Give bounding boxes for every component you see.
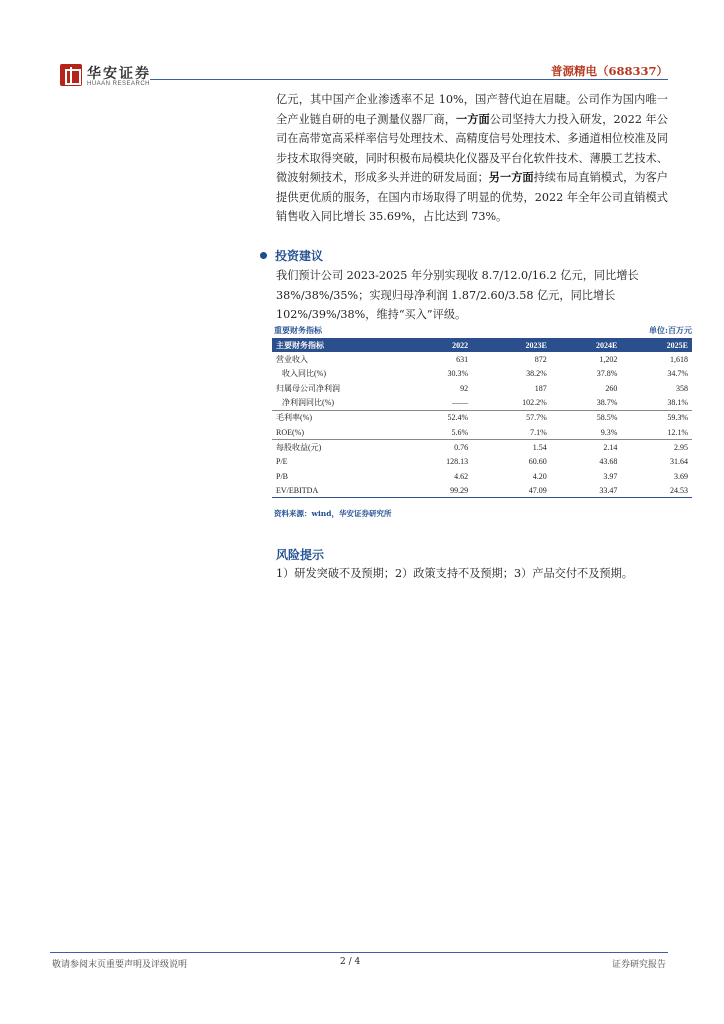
table-cell: 43.68 — [599, 456, 618, 466]
row-label: EV/EBITDA — [272, 483, 400, 498]
row-label: 归属母公司净利润 — [276, 383, 340, 393]
table-unit: 单位:百万元 — [649, 325, 692, 335]
table-cell: 2.14 — [551, 440, 622, 455]
table-row — [272, 352, 692, 367]
table-cell: 0.76 — [400, 440, 472, 455]
table-cell: 99.29 — [400, 483, 472, 498]
table-row — [272, 440, 692, 455]
logo-mark-icon — [60, 64, 82, 86]
footer-divider — [50, 952, 668, 953]
table-header-row — [272, 338, 692, 352]
table-cell: 260 — [605, 383, 618, 393]
table-row — [272, 381, 692, 396]
table-cell: 4.20 — [532, 471, 547, 481]
table-row — [272, 410, 692, 425]
table-cell: 3.97 — [603, 471, 618, 481]
logo-text: 华安证券 — [87, 66, 151, 82]
company-logo — [60, 62, 160, 92]
table-cell: 631 — [456, 354, 469, 364]
table-cell: 2.95 — [621, 440, 692, 455]
analysis-paragraph — [276, 90, 668, 227]
table-row — [272, 425, 692, 440]
table-cell: 92 — [460, 383, 469, 393]
table-cell: 7.1% — [530, 427, 547, 437]
table-cell: 38.7% — [596, 398, 618, 408]
table-cell: 102.2% — [522, 398, 547, 408]
table-cell: 52.4% — [400, 410, 472, 425]
table-cell: 57.7% — [472, 410, 551, 425]
table-row — [272, 396, 692, 411]
bullet-icon — [260, 252, 267, 259]
table-row — [272, 469, 692, 484]
table-cell: 34.7% — [667, 369, 688, 379]
table-cell: 1.54 — [472, 440, 551, 455]
row-label: 每股收益(元) — [272, 440, 400, 455]
row-label: 净利润同比(%) — [282, 398, 334, 408]
footer-label: 证券研究报告 — [611, 960, 666, 970]
paragraph-text: 亿元，其中国产企业渗透率不足 10%，国产替代迫在眉睫。公司作为国内唯一全产业链自研的电子测量仪器厂商， — [276, 93, 668, 126]
row-label: 营业收入 — [276, 354, 308, 364]
column-header: 主要财务指标 — [272, 338, 400, 352]
table-title: 重要财务指标 — [274, 325, 322, 335]
section-heading-risk: 风险提示 — [276, 548, 325, 562]
row-label: P/B — [276, 471, 289, 481]
table-cell: 4.62 — [454, 471, 469, 481]
column-header: 2024E — [551, 338, 622, 352]
report-title: 普源精电（688337） — [550, 64, 668, 78]
row-label: P/E — [276, 456, 288, 466]
emphasis-text: 一方面 — [455, 111, 490, 126]
table-cell: 60.60 — [528, 456, 547, 466]
section-heading-invest — [260, 247, 323, 264]
paragraph-text: 持续布局直销模式，为客户提供更优质的服务，在国内市场取得了明显的优势，2022 年全年公司直销模式销售收入同比增长 35.69%，占比达到 73%。 — [276, 171, 668, 223]
table-cell: 38.1% — [667, 398, 688, 408]
table-source: 资料来源：wind，华安证券研究所 — [274, 509, 392, 518]
table-cell: 128.13 — [446, 456, 469, 466]
paragraph-text: 公司坚持大力投入研发，2022 年公司在高带宽高采样率信号处理技术、高精度信号处理技术、多通道相位校准及同步技术取得突破，同时积极布局模块化仪器及平台化软件技术、薄膜工艺技术、微波射频技术，形成多头并进的研发局面； — [276, 112, 668, 184]
row-label: ROE(%) — [276, 427, 304, 437]
table-cell: 187 — [534, 383, 547, 393]
table-cell: 59.3% — [621, 410, 692, 425]
row-label: 收入同比(%) — [282, 369, 326, 379]
table-cell: —— — [452, 398, 469, 408]
table-cell: 33.47 — [551, 483, 622, 498]
table-cell: 47.09 — [472, 483, 551, 498]
page-number: 2 / 4 — [340, 957, 361, 967]
risk-text: 1）研发突破不及预期；2）政策支持不及预期；3）产品交付不及预期。 — [276, 567, 633, 580]
table-cell: 1,618 — [670, 354, 688, 364]
column-header: 2025E — [621, 338, 692, 352]
table-cell: 30.3% — [447, 369, 469, 379]
table-cell: 37.8% — [596, 369, 618, 379]
section-heading-text: 投资建议 — [275, 249, 324, 263]
table-row — [272, 483, 692, 498]
column-header: 2022 — [400, 338, 472, 352]
table-cell: 1,202 — [599, 354, 618, 364]
table-caption — [274, 325, 692, 336]
table-cell: 38.2% — [526, 369, 547, 379]
table-cell: 12.1% — [667, 427, 688, 437]
emphasis-text: 另一方面 — [488, 170, 534, 184]
table-row — [272, 367, 692, 382]
table-row — [272, 454, 692, 469]
column-header: 2023E — [472, 338, 551, 352]
invest-paragraph: 我们预计公司 2023-2025 年分别实现收 8.7/12.0/16.2 亿元，同比增长 38%/38%/35%；实现归母净利润 1.87/2.60/3.58 亿元，同比增长 102%/39%/38%，维持“买入”评级。 — [276, 269, 639, 321]
header-divider — [150, 79, 668, 80]
financial-table — [272, 338, 692, 498]
table-cell: 5.6% — [451, 427, 469, 437]
table-cell: 24.53 — [621, 483, 692, 498]
table-cell: 9.3% — [600, 427, 618, 437]
footer-disclaimer: 敬请参阅末页重要声明及评级说明 — [52, 960, 188, 970]
table-cell: 358 — [676, 383, 688, 393]
table-cell: 872 — [534, 354, 547, 364]
row-label: 毛利率(%) — [272, 410, 400, 425]
logo-subtext: HUAAN RESEARCH — [87, 81, 151, 87]
table-cell: 3.69 — [674, 471, 688, 481]
table-cell: 58.5% — [551, 410, 622, 425]
table-cell: 31.64 — [670, 456, 688, 466]
